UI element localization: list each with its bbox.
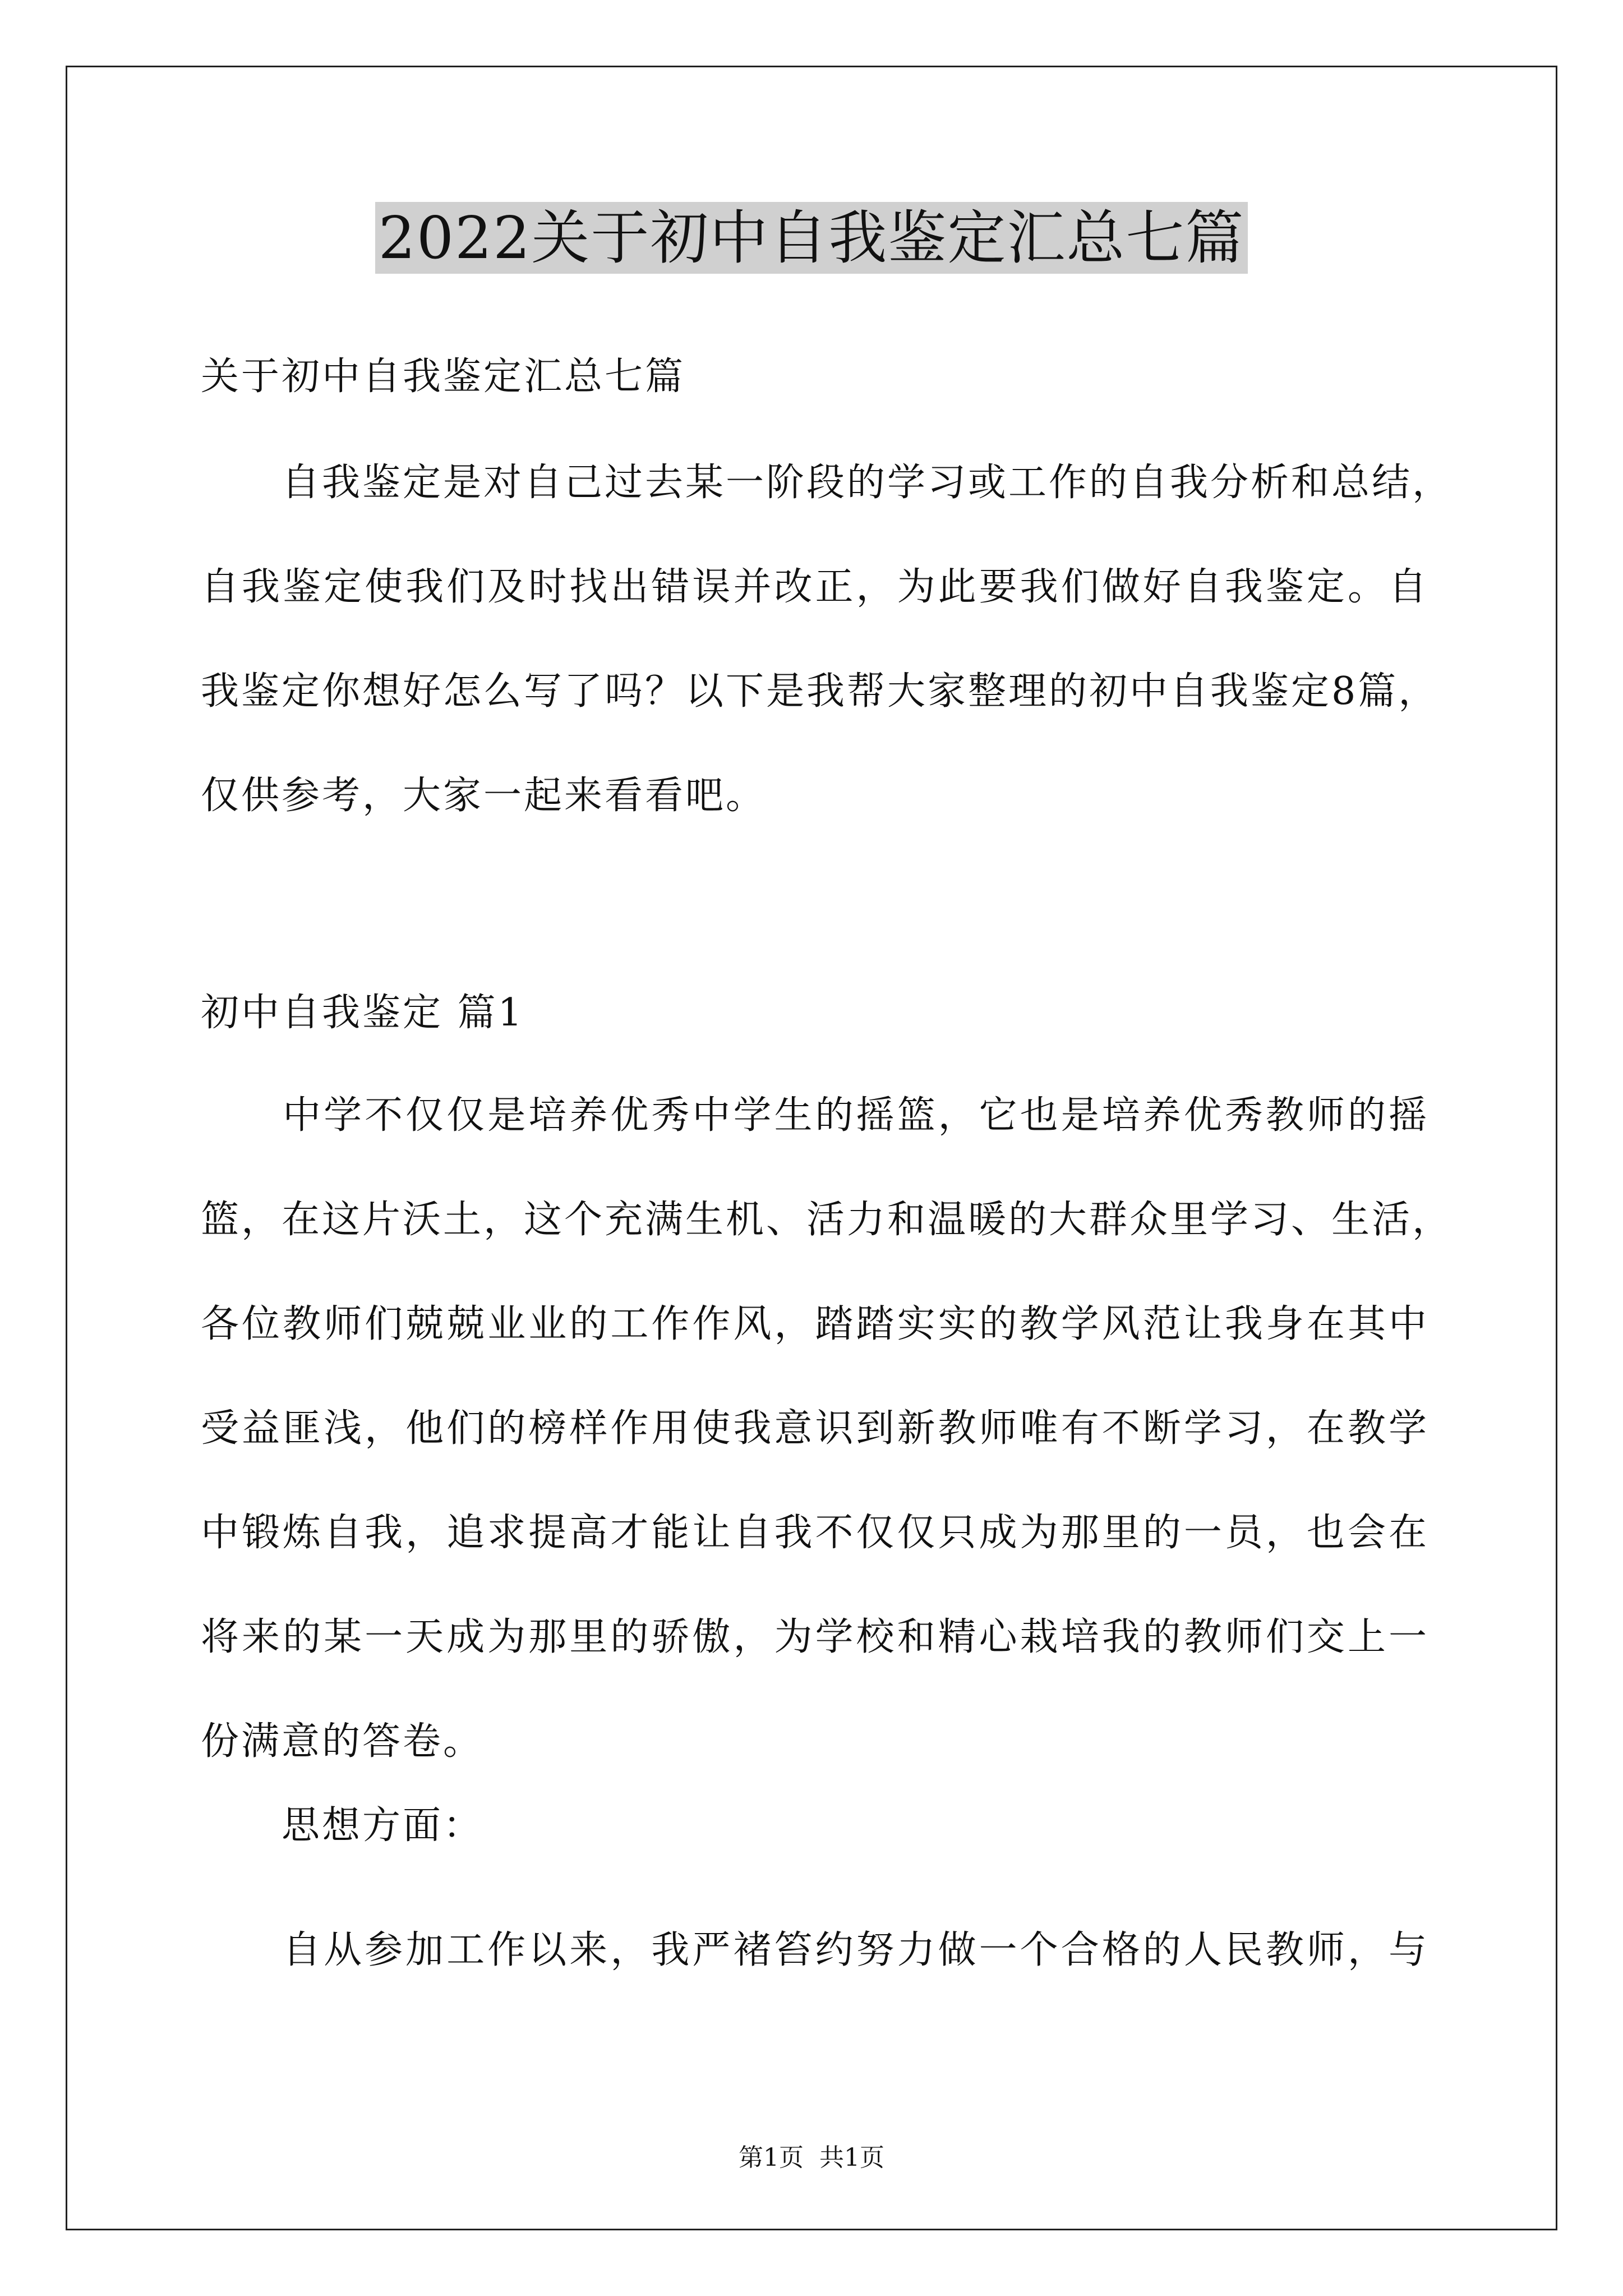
document-subtitle: 关于初中自我鉴定汇总七篇 — [201, 355, 686, 399]
thought-heading-text: 思想方面： — [201, 1803, 484, 1848]
last-line: 自从参加工作以来，我严褚笞约努力做一个合格的人民教师，与 — [201, 1928, 1429, 1972]
intro-line: 我鉴定你想好怎么写了吗？以下是我帮大家整理的初中自我鉴定8篇， — [201, 669, 1439, 714]
page-number: 第1页 — [739, 2143, 804, 2172]
section-line: 中学不仅仅是培养优秀中学生的摇篮，它也是培养优秀教师的摇 — [201, 1093, 1429, 1138]
page-footer — [0, 2137, 1623, 2173]
page-total: 共1页 — [819, 2143, 884, 2172]
section-line: 中锻炼自我，追求提高才能让自我不仅仅只成为那里的一员，也会在 — [201, 1511, 1429, 1555]
last-paragraph — [201, 1898, 1429, 2003]
title-container — [0, 202, 1623, 274]
section-line: 受益匪浅，他们的榜样作用使我意识到新教师唯有不断学习，在教学 — [201, 1406, 1429, 1451]
section-line: 份满意的答卷。 — [201, 1719, 484, 1764]
document-title: 2022关于初中自我鉴定汇总七篇 — [375, 202, 1248, 274]
intro-line: 仅供参考，大家一起来看看吧。 — [201, 774, 767, 818]
intro-line: 自我鉴定是对自己过去某一阶段的学习或工作的自我分析和总结， — [201, 461, 1453, 505]
section-heading: 初中自我鉴定 篇1 — [201, 991, 524, 1035]
section-line: 将来的某一天成为那里的骄傲，为学校和精心栽培我的教师们交上一 — [201, 1615, 1429, 1659]
intro-paragraph — [201, 431, 1453, 848]
section-line: 篮，在这片沃土，这个充满生机、活力和温暖的大群众里学习、生活， — [201, 1198, 1453, 1242]
section-paragraph — [201, 1064, 1453, 1794]
thought-heading — [201, 1774, 1429, 1878]
section-line: 各位教师们兢兢业业的工作作风，踏踏实实的教学风范让我身在其中 — [201, 1302, 1429, 1346]
intro-line: 自我鉴定使我们及时找出错误并改正，为此要我们做好自我鉴定。自 — [201, 565, 1429, 609]
